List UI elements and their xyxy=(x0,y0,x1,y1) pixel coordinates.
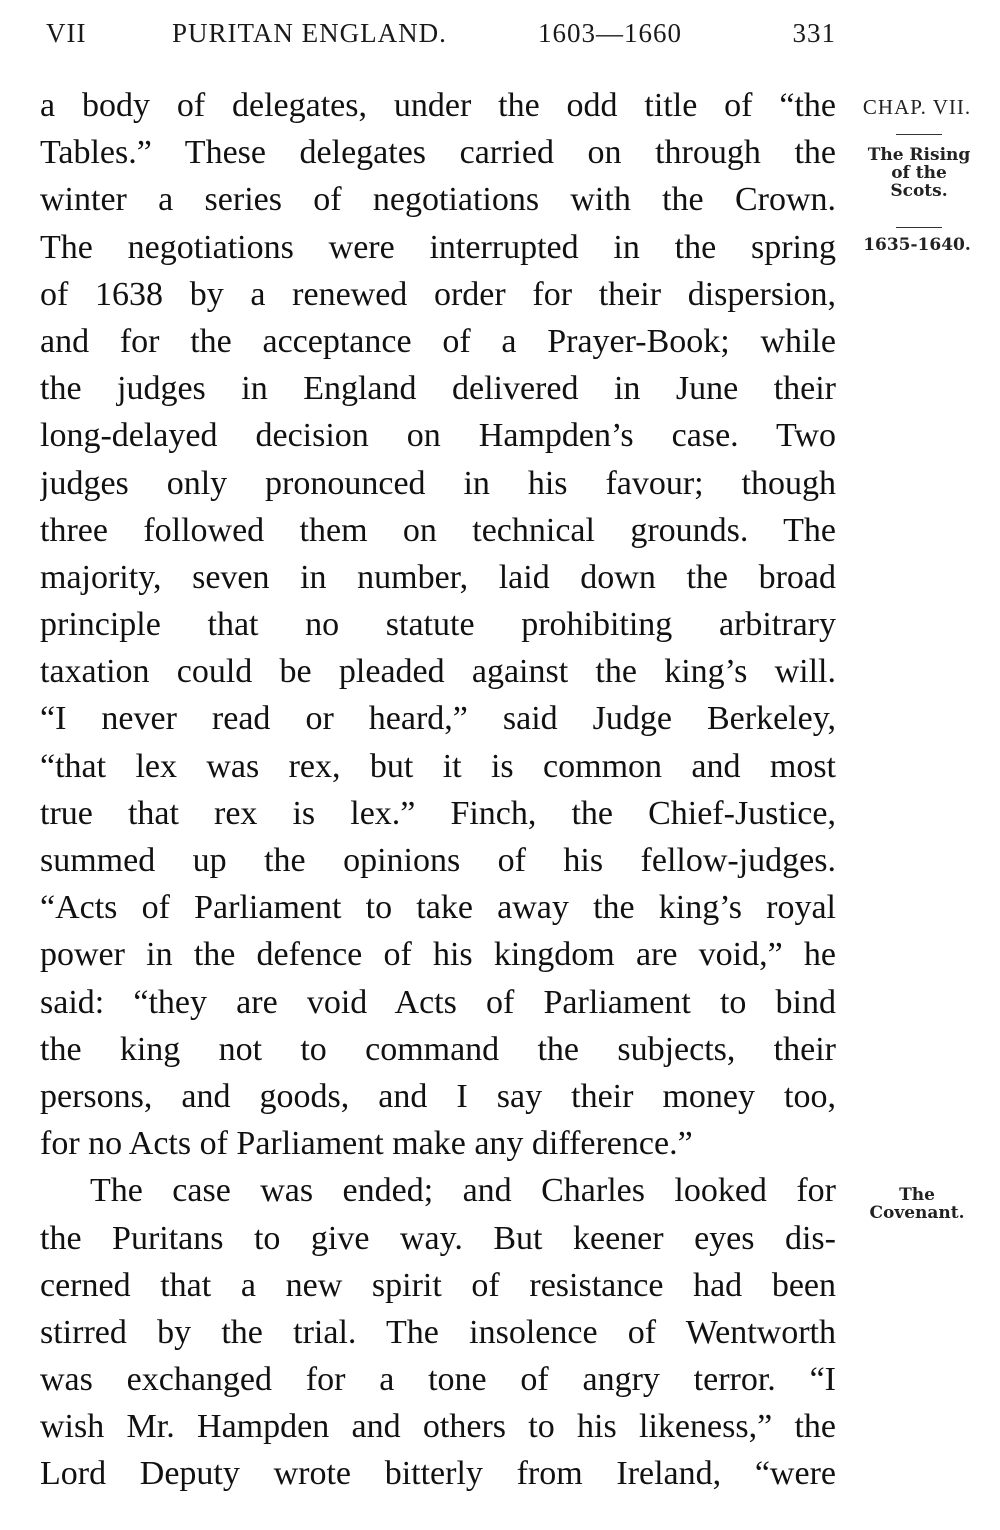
text-line: and for the acceptance of a Prayer-Book; while xyxy=(40,322,836,360)
text-line: “Acts of Parliament to take away the king’s royal xyxy=(40,889,836,927)
text-line: judges only pronounced in his favour; though xyxy=(40,464,836,502)
text-line: taxation could be pleaded against the king’s will. xyxy=(40,653,836,691)
sidenote-line: Scots. xyxy=(890,181,948,201)
paragraph-1 xyxy=(40,82,836,1167)
text-line: long-delayed decision on Hampden’s case. Two xyxy=(40,417,836,455)
sidenote-divider xyxy=(896,227,942,228)
text-line: The case was ended; and Charles looked for xyxy=(90,1172,836,1210)
text-line: was exchanged for a tone of angry terror. “I xyxy=(40,1361,836,1399)
text-line: power in the defence of his kingdom are void,” he xyxy=(40,936,836,974)
sidenote-divider xyxy=(896,134,942,135)
text-line: stirred by the trial. The insolence of Wentworth xyxy=(40,1313,836,1351)
text-line: persons, and goods, and I say their money too, xyxy=(40,1077,836,1115)
text-line: summed up the opinions of his fellow-judges. xyxy=(40,842,836,879)
sidenote-line: The Rising xyxy=(867,145,971,165)
text-line: majority, seven in number, laid down the broad xyxy=(40,558,836,596)
sidenote-the-covenant xyxy=(852,1186,982,1222)
text-line: Tables.” These delegates carried on through the xyxy=(40,134,836,172)
text-line: wish Mr. Hampden and others to his likeness,” the xyxy=(40,1408,836,1446)
text-line: cerned that a new spirit of resistance had been xyxy=(40,1266,836,1304)
text-line: a body of delegates, under the odd title of “the xyxy=(40,87,836,124)
text-line: true that rex is lex.” Finch, the Chief-Justice, xyxy=(40,794,836,832)
sidenote-rising-of-the-scots xyxy=(854,146,984,200)
text-line: The negotiations were interrupted in the spring xyxy=(40,228,836,266)
sidenote-line: Covenant. xyxy=(869,1203,965,1223)
text-line: the judges in England delivered in June their xyxy=(40,370,836,408)
text-line: the Puritans to give way. But keener eyes dis- xyxy=(40,1219,836,1257)
running-head xyxy=(46,18,836,54)
paragraph-2 xyxy=(40,1167,836,1497)
sidenote-line: The xyxy=(899,1185,935,1205)
body-text xyxy=(40,82,836,1498)
running-head-title: PURITAN ENGLAND. xyxy=(172,18,447,48)
sidenote-chapter: CHAP. VII. xyxy=(862,95,972,119)
text-line: said: “they are void Acts of Parliament to bind xyxy=(40,983,836,1021)
running-head-chapter: VII xyxy=(46,18,87,48)
text-line: “I never read or heard,” said Judge Berkeley, xyxy=(40,700,836,738)
sidenote-line: of the xyxy=(891,163,947,183)
text-line: “that lex was rex, but it is common and most xyxy=(40,747,836,785)
text-line: of 1638 by a renewed order for their dispersion, xyxy=(40,275,836,313)
text-line: the king not to command the subjects, their xyxy=(40,1030,836,1068)
page-number: 331 xyxy=(792,18,836,48)
sidenote-years: 1635-1640. xyxy=(863,235,971,255)
text-line: Lord Deputy wrote bitterly from Ireland, “were xyxy=(40,1455,836,1493)
text-line: principle that no statute prohibiting arbitrary xyxy=(40,606,836,644)
text-line: for no Acts of Parliament make any difference.” xyxy=(40,1125,693,1163)
text-line: winter a series of negotiations with the Crown. xyxy=(40,181,836,219)
running-head-dates: 1603—1660 xyxy=(538,18,682,48)
text-line: three followed them on technical grounds. The xyxy=(40,511,836,549)
